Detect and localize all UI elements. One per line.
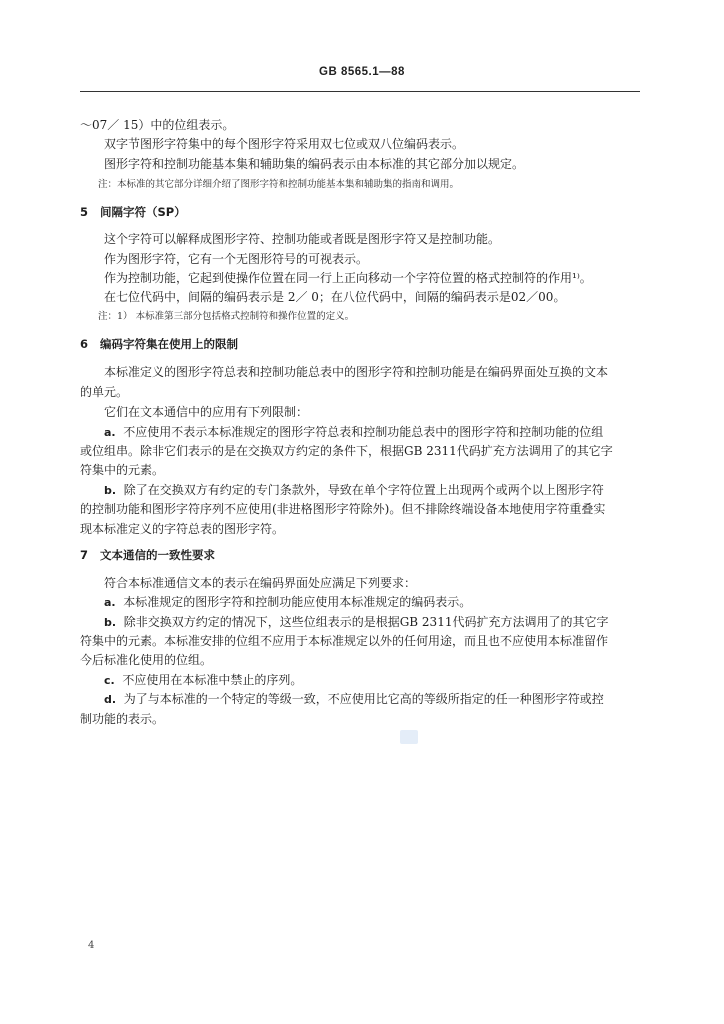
- text-line: 作为图形字符，它有一个无图形符号的可视表示。: [104, 252, 369, 266]
- item-label: b.: [104, 484, 117, 497]
- section-number: 7: [80, 548, 89, 562]
- scan-artifact: [400, 730, 418, 744]
- item-label: a.: [104, 596, 116, 609]
- text-line: 在七位代码中，间隔的编码表示是 2／ 0；在八位代码中，间隔的编码表示是02／00。: [104, 290, 566, 304]
- item-label: b.: [104, 616, 117, 629]
- item-text: 不应使用在本标准中禁止的序列。: [122, 673, 303, 687]
- text-line: 本标准定义的图形字符总表和控制功能总表中的图形字符和控制功能是在编码界面处互换的文本: [104, 365, 609, 379]
- section-title: 文本通信的一致性要求: [100, 548, 215, 562]
- list-item-a: [104, 424, 655, 441]
- note-line: 注：1） 本标准第三部分包括格式控制符和操作位置的定义。: [98, 311, 355, 322]
- text-line: 现本标准定义的字符总表的图形字符。: [80, 522, 285, 536]
- text-line: 它们在文本通信中的应用有下列限制：: [104, 405, 309, 419]
- text-line: 这个字符可以解释成图形字符、控制功能或者既是图形字符又是控制功能。: [104, 232, 501, 246]
- text-line: ～07／ 15）中的位组表示。: [80, 118, 235, 132]
- text-line: 双字节图形字符集中的每个图形字符采用双七位或双八位编码表示。: [104, 137, 465, 151]
- list-item-a: [104, 594, 655, 611]
- item-text: 除非交换双方约定的情况下，这些位组表示的是根据GB 2311代码扩充方法调用了的其它字: [123, 615, 609, 629]
- list-item-c: [104, 672, 655, 689]
- section-7-heading: [80, 547, 655, 563]
- text-line: 图形字符和控制功能基本集和辅助集的编码表示由本标准的其它部分加以规定。: [104, 157, 525, 171]
- text-line: 或位组串。除非它们表示的是在交换双方约定的条件下，根据GB 2311代码扩充方法调用了的其它字: [80, 444, 613, 458]
- header-rule: [80, 91, 640, 92]
- text-line: 符集中的元素。: [80, 463, 165, 477]
- standard-code-header: GB 8565.1—88: [319, 66, 405, 78]
- list-item-d: [104, 691, 655, 708]
- text-line: 符合本标准通信文本的表示在编码界面处应满足下列要求：: [104, 576, 417, 590]
- section-5-heading: [80, 204, 655, 220]
- section-number: 6: [80, 337, 89, 351]
- item-label: c.: [104, 674, 115, 687]
- list-item-b: [104, 482, 655, 499]
- text-line: 符集中的元素。本标准安排的位组不应用于本标准规定以外的任何用途，而且也不应使用本标准留作: [80, 634, 609, 648]
- item-text: 不应使用不表示本标准规定的图形字符总表和控制功能总表中的图形字符和控制功能的位组: [123, 425, 604, 439]
- item-text: 本标准规定的图形字符和控制功能应使用本标准规定的编码表示。: [123, 595, 472, 609]
- text-line: 的单元。: [80, 385, 129, 399]
- item-label: d.: [104, 693, 117, 706]
- item-text: 为了与本标准的一个特定的等级一致，不应使用比它高的等级所指定的任一种图形字符或控: [123, 692, 604, 706]
- section-number: 5: [80, 205, 89, 219]
- note-line: 注：本标准的其它部分详细介绍了图形字符和控制功能基本集和辅助集的指南和调用。: [98, 179, 460, 190]
- text-line: 的控制功能和图形字符序列不应使用(非进格图形字符除外)。但不排除终端设备本地使用字符重叠实: [80, 502, 606, 516]
- text-line: 今后标准化使用的位组。: [80, 653, 213, 667]
- text-line: 制功能的表示。: [80, 712, 165, 726]
- list-item-b: [104, 614, 655, 631]
- section-title: 间隔字符（SP）: [100, 205, 186, 219]
- text-line: 作为控制功能，它起到使操作位置在同一行上正向移动一个字符位置的格式控制符的作用¹⁾。: [104, 271, 592, 285]
- page-number: 4: [88, 940, 95, 951]
- section-title: 编码字符集在使用上的限制: [100, 337, 238, 351]
- item-text: 除了在交换双方有约定的专门条款外，导致在单个字符位置上出现两个或两个以上图形字符: [123, 483, 604, 497]
- section-6-heading: [80, 336, 655, 352]
- item-label: a.: [104, 426, 116, 439]
